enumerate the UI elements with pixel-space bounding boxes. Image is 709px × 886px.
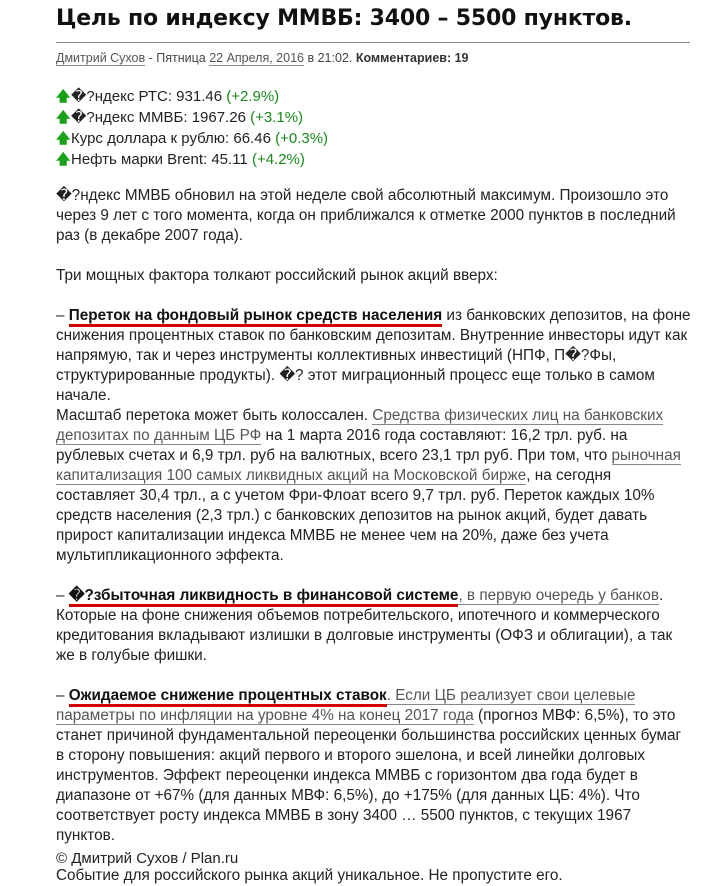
quote-value: 45.11 [211, 151, 248, 168]
quote-change: (+3.1%) [250, 109, 304, 126]
factor-3-heading: Ожидаемое снижение процентных ставок [69, 687, 387, 707]
article-body [56, 186, 692, 886]
factor-3-text: (прогноз МВФ: 6,5%), то это станет причиной фундаментальной переоценки большинства российских ценных бумаг в сторону повышения: акций первого и второго эшелона, и всей линейки долговых инструментов. Эффект переоценки индекса ММВБ с горизонтом два года будет в диапазоне от +67% (для данных МВФ: 6,5%), до +175% (для данных ЦБ: 4%). Что соответствует росту индекса ММВБ в зону 3400 … 5500 пунктов, с текущих 1967 пунктов. [56, 707, 682, 844]
factor-1-scale [56, 406, 692, 566]
quote-value: 66.46 [233, 130, 271, 147]
up-arrow-icon: 🡅 [56, 151, 71, 167]
quote-rts [56, 86, 328, 107]
factors-intro: Три мощных фактора толкают российский рынок акций вверх: [56, 267, 498, 284]
quote-change: (+2.9%) [226, 88, 280, 105]
up-arrow-icon: 🡅 [56, 130, 71, 146]
article-meta [56, 51, 469, 65]
inflation-target-link[interactable]: . Если ЦБ реализует свои целевые параметры по инфляции на уровне 4% на конец 2017 года [56, 687, 636, 724]
closing-paragraph: Событие для российского рынка акций уникальное. Не пропустите его. [56, 867, 563, 884]
intro-paragraph: �?ндекс ММВБ обновил на этой неделе свой абсолютный максимум. Произошло это через 9 лет с того момента, когда он приближался к отметке 2000 пунктов в последний раз (в декабре 2007 года). [56, 187, 676, 244]
factor-1 [56, 306, 692, 406]
copyright: © Дмитрий Сухов / Plan.ru [56, 850, 239, 867]
quote-usdrub [56, 128, 328, 149]
quote-label: �?ндекс РТС: [71, 88, 177, 105]
up-arrow-icon: 🡅 [56, 88, 71, 104]
meta-weekday: - Пятница [145, 51, 210, 65]
dash: – [56, 307, 69, 324]
quote-label: �?ндекс ММВБ: [71, 109, 192, 126]
deposits-link[interactable]: Средства физических лиц на банковских депозитах по данным ЦБ РФ [56, 407, 664, 444]
factor-3 [56, 686, 692, 846]
quote-value: 931.46 [176, 88, 223, 105]
factor-1-heading: Переток на фондовый рынок средств населения [69, 307, 442, 327]
capitalization-link[interactable]: рыночная капитализация 100 самых ликвидных акций на Московской бирже [56, 447, 681, 484]
article-title: Цель по индексу ММВБ: 3400 – 5500 пунктов. [56, 6, 632, 31]
dash: – [56, 687, 69, 704]
dash: – [56, 587, 69, 604]
date-link[interactable]: 22 Апреля, 2016 [209, 51, 304, 65]
quote-micex [56, 107, 328, 128]
scale-mid: на 1 марта 2016 года составляют: 16,2 трл. руб. на рублевых счетах и 6,9 трл. руб на валютных, всего 23,1 трл руб. При том, что [56, 427, 628, 464]
comments-count[interactable]: Комментариев: 19 [355, 51, 469, 65]
quote-label: Курс доллара к рублю: [71, 130, 234, 147]
quote-value: 1967.26 [191, 109, 246, 126]
factor-2-heading: �?збыточная ликвидность в финансовой системе [69, 587, 459, 607]
quote-brent [56, 149, 328, 170]
quote-label: Нефть марки Brent: [71, 151, 212, 168]
factor-1-text: из банковских депозитов, на фоне снижения процентных ставок по банковским депозитам. Внутренние инвесторы идут как напрямую, так и через инструменты коллективных инвестиций (НПФ, П�?Фы, структурированные продукты). �? этот миграционный процесс еще только в самом начале. [56, 307, 691, 404]
author-link[interactable]: Дмитрий Сухов [56, 51, 146, 65]
market-quotes [56, 86, 328, 170]
banks-link[interactable]: , в первую очередь у банков [458, 587, 660, 604]
up-arrow-icon: 🡅 [56, 109, 71, 125]
quote-change: (+4.2%) [251, 151, 305, 168]
factor-2-text: . Которые на фоне снижения объемов потребительского, ипотечного и коммерческого кредитования вкладывают излишки в долговые инструменты (ОФЗ и облигации), а так же в голубые фишки. [56, 587, 673, 664]
scale-rest: , на сегодня составляет 30,4 трл., а с учетом Фри-Флоат всего 9,7 трл. руб. Переток каждых 10% средств населения (2,3 трл.) с банковских депозитов на рынок акций, будет давать прирост капитализации индекса ММВБ не менее чем на 20%, даже без учета мультипликационного эффекта. [56, 467, 655, 564]
factor-2 [56, 586, 692, 666]
meta-time: в 21:02. [304, 51, 356, 65]
scale-intro: Масштаб перетока может быть колоссален. [56, 407, 373, 424]
quote-change: (+0.3%) [275, 130, 329, 147]
title-divider [56, 42, 690, 43]
